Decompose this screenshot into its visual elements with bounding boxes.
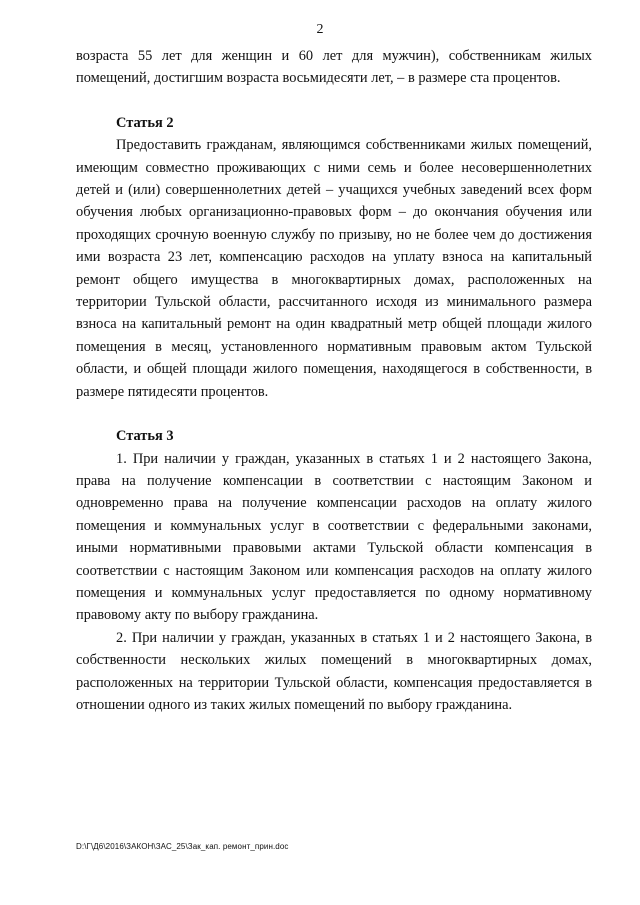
spacer xyxy=(76,403,592,425)
article-3-heading: Статья 3 xyxy=(116,428,174,445)
article-3-item-1: 1. При наличии у граждан, указанных в статьях 1 и 2 настоящего Закона, права на получение компенсации в соответствии с настоящим Законом и одновременно права на получение компенсации расходов на оплату жилого помещения и коммунальных услуг в соответствии с федеральными законами, иными нормативными правовыми актами Тульской области компенсация в соответствии с настоящим Законом или компенсация расходов на оплату жилого помещения и коммунальных услуг предоставляется по одному нормативному правовому акту по выбору гражданина. xyxy=(76,450,592,624)
article-3-item-2: 2. При наличии у граждан, указанных в статьях 1 и 2 настоящего Закона, в собственности нескольких жилых помещений в многоквартирных домах, расположенных на территории Тульской области, компенсация предоставляется в отношении одного из таких жилых помещений по выбору гражданина. xyxy=(76,629,592,713)
article-2-paragraph: Предоставить гражданам, являющимся собственниками жилых помещений, имеющим совместно проживающих с ними семь и более несовершеннолетних детей и (или) совершеннолетних детей – учащихся учебных заведений всех форм обучения любых организационно-правовых форм – до окончания обучения или проходящих срочную военную службу по призыву, но не более чем до достижения ими возраста 23 лет, компенсацию расходов на уплату взноса на капитальный ремонт общего имущества в многоквартирных домах, расположенных на территории Тульской области, рассчитанного исходя из минимального размера взноса на капитальный ремонт на один квадратный метр общей площади жилого помещения в месяц, установленного нормативным правовым актом Тульской области, и общей площади жилого помещения, находящегося в собственности, в размере пятидесяти процентов. xyxy=(76,137,592,400)
intro-paragraph: возраста 55 лет для женщин и 60 лет для мужчин), собственникам жилых помещений, достигшим возраста восьмидесяти лет, – в размере ста процентов. xyxy=(76,48,592,87)
spacer xyxy=(76,90,592,112)
article-2-heading: Статья 2 xyxy=(116,114,174,131)
file-path-footer: D:\Г\Д6\2016\ЗАКОН\ЗАС_25\Зак_кап. ремонт_прин.doc xyxy=(76,842,289,851)
document-body xyxy=(76,45,592,716)
page-number: 2 xyxy=(316,22,324,37)
